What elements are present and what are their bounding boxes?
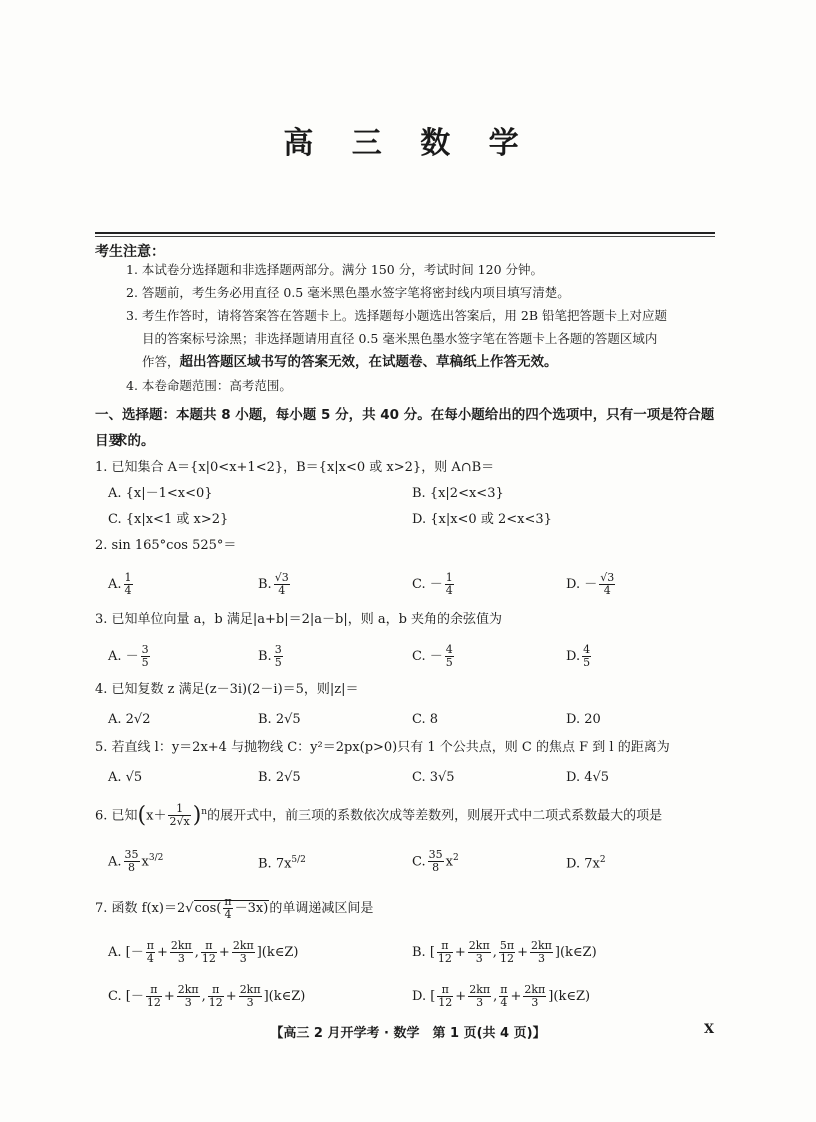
- question-1: 1. 已知集合 A＝{x|0<x+1<2}，B＝{x|x<0 或 x>2}，则 A∩B＝: [95, 460, 495, 475]
- q3-option-d: [566, 644, 593, 669]
- numerator: 2kπ: [469, 983, 491, 996]
- section-heading-cont: 求的。: [114, 433, 155, 449]
- exponent: 2: [599, 855, 606, 865]
- numerator: 1: [124, 571, 132, 584]
- denominator: 5: [445, 656, 453, 669]
- denominator: 3: [246, 996, 254, 1009]
- fraction: [437, 984, 453, 1009]
- q5-option-b: B. 2√5: [258, 770, 301, 785]
- variable: x: [445, 854, 453, 870]
- numerator: π: [437, 940, 453, 953]
- q4-option-d: D. 20: [566, 712, 601, 727]
- left-paren: (: [137, 802, 147, 828]
- q4-option-b: B. 2√5: [258, 712, 301, 727]
- numerator: π: [146, 939, 154, 952]
- fraction: [437, 940, 453, 965]
- version-mark: X: [704, 1022, 715, 1037]
- question-5: 5. 若直线 l：y＝2x+4 与抛物线 C：y²＝2px(p>0)只有 1 个公共点，则 C 的焦点 F 到 l 的距离为: [95, 740, 670, 755]
- fraction: [428, 849, 444, 874]
- numerator: π: [208, 984, 224, 997]
- fraction: [201, 940, 217, 965]
- denominator: 4: [603, 584, 611, 597]
- option-label: C.: [412, 854, 426, 870]
- option-label: D. 7x: [566, 856, 600, 872]
- fraction: [499, 940, 515, 965]
- fraction: [146, 940, 155, 965]
- numerator: 4: [583, 643, 591, 656]
- numerator: π: [146, 984, 162, 997]
- numerator: 35: [428, 848, 443, 862]
- numerator: 2kπ: [170, 939, 192, 952]
- fraction: [599, 572, 615, 597]
- q2-option-c: [412, 572, 456, 597]
- denominator: 3: [476, 996, 484, 1009]
- q5-option-a: A. √5: [108, 770, 143, 785]
- denominator: 4: [224, 908, 232, 921]
- q6-option-b: [258, 850, 306, 874]
- denominator: 3: [531, 996, 539, 1009]
- page-footer: 【高三 2 月开学考 · 数学 第 1 页(共 4 页)】: [270, 1026, 546, 1041]
- denominator: 3: [475, 952, 483, 965]
- fraction: [141, 644, 150, 669]
- option-label: B. [: [412, 945, 435, 960]
- fraction: [168, 803, 190, 828]
- numerator: π: [224, 895, 232, 908]
- exponent: 3/2: [148, 853, 164, 863]
- fraction: [582, 644, 591, 669]
- option-tail: ](k∈Z): [548, 989, 591, 1004]
- denominator: 12: [146, 996, 161, 1009]
- q6-option-c: [412, 848, 459, 874]
- option-tail: ](k∈Z): [263, 989, 306, 1004]
- fraction: [445, 572, 454, 597]
- denominator: 5: [141, 656, 149, 669]
- q7-option-d: D. [ $\frac{\pi}{12}$ + $\frac{2k\pi}{3}$ , $\frac{\pi}{4}$ + $\frac{2k\pi}{3}$ ](k∈Z): [412, 983, 591, 1009]
- q1-option-c: C. {x|x<1 或 x>2}: [108, 512, 229, 527]
- option-label: C. －: [412, 577, 443, 592]
- notice-item: 3. 考生作答时，请将答案答在答题卡上。选择题每小题选出答案后，用 2B 铅笔把答题卡上对应题: [126, 308, 667, 323]
- fraction: [177, 984, 200, 1009]
- fraction: [232, 940, 255, 965]
- denominator: 5: [583, 656, 591, 669]
- fraction: [274, 644, 283, 669]
- option-label: A. [－: [108, 945, 144, 960]
- fraction: [223, 896, 232, 921]
- section-heading: 一、选择题：本题共 8 小题，每小题 5 分，共 40 分。在每小题给出的四个选项中，只有一项是符合题目要: [95, 407, 715, 449]
- numerator: π: [201, 940, 217, 953]
- question-2: 2. sin 165°cos 525°＝: [95, 538, 237, 553]
- stem-math: cos(: [194, 901, 222, 916]
- exponent: n: [201, 807, 208, 817]
- denominator: 4: [124, 584, 132, 597]
- q6-option-d: [566, 850, 606, 874]
- q7-option-a: A. [－ $\frac{\pi}{4}$ + $\frac{2k\pi}{3}$ , $\frac{\pi}{12}$ + $\frac{2k\pi}{3}$ ](k∈Z): [108, 939, 299, 965]
- numerator: 2kπ: [239, 983, 261, 996]
- q2-option-a: [108, 572, 135, 597]
- numerator: 1: [445, 571, 453, 584]
- denominator: 3: [184, 996, 192, 1009]
- q1-option-b: B. {x|2<x<3}: [412, 486, 504, 501]
- numerator: π: [500, 983, 508, 996]
- q5-option-c: C. 3√5: [412, 770, 455, 785]
- fraction: [445, 644, 454, 669]
- option-label: C. －: [412, 649, 443, 664]
- stem-math: －3x): [234, 901, 269, 916]
- q4-option-c: C. 8: [412, 712, 439, 727]
- notice-item: 2. 答题前，考生务必用直径 0.5 毫米黑色墨水签字笔将密封线内项目填写清楚。: [126, 285, 570, 300]
- stem-text: 的展开式中，前三项的系数依次成等差数列，则展开式中二项式系数最大的项是: [207, 808, 663, 824]
- numerator: 2kπ: [530, 939, 552, 952]
- option-label: B.: [258, 577, 272, 592]
- denominator: 3: [177, 952, 185, 965]
- q2-option-d: [566, 572, 617, 597]
- denominator: 12: [208, 996, 223, 1009]
- denominator: 12: [438, 996, 453, 1009]
- question-6: [95, 802, 715, 828]
- fraction: [124, 849, 140, 874]
- denominator: 8: [432, 861, 440, 875]
- denominator: 4: [445, 584, 453, 597]
- fraction: [468, 940, 491, 965]
- notice-item-3-tail: [142, 350, 714, 374]
- numerator: 2kπ: [468, 939, 490, 952]
- denominator: 4: [500, 996, 508, 1009]
- denominator: 5: [274, 656, 282, 669]
- stem-text: 的单调递减区间是: [269, 901, 374, 916]
- option-label: B.: [258, 649, 272, 664]
- denominator: 4: [146, 952, 154, 965]
- denominator: 3: [239, 952, 247, 965]
- numerator: 35: [124, 848, 139, 862]
- notice-item: 目的答案标号涂黑；非选择题请用直径 0.5 毫米黑色墨水签字笔在答题卡上各题的答题区域内: [142, 331, 658, 346]
- stem-math: x＋: [146, 808, 167, 824]
- notice-item: 4. 本卷命题范围：高考范围。: [126, 378, 292, 393]
- option-label: A. －: [108, 649, 139, 664]
- stem-text: 6. 已知: [95, 808, 138, 824]
- fraction: [468, 984, 491, 1009]
- denominator: 2√x: [169, 815, 190, 829]
- option-label: A.: [108, 577, 122, 592]
- right-paren: ): [192, 802, 202, 828]
- exponent: 2: [452, 853, 459, 863]
- numerator: 3: [141, 643, 149, 656]
- fraction: [124, 572, 133, 597]
- radicand: [194, 895, 270, 921]
- q6-option-a: [108, 848, 163, 874]
- notice-heading: 考生注意：: [95, 244, 165, 260]
- fraction: [239, 984, 262, 1009]
- option-tail: ](k∈Z): [554, 945, 597, 960]
- option-label: A.: [108, 854, 122, 870]
- option-label: B. 7x: [258, 856, 292, 872]
- fraction: [523, 984, 546, 1009]
- option-label: D. [: [412, 989, 436, 1004]
- q7-option-c: C. [－ $\frac{\pi}{12}$ + $\frac{2k\pi}{3}$ , $\frac{\pi}{12}$ + $\frac{2k\pi}{3}$ ](k∈Z): [108, 983, 306, 1009]
- q3-option-b: [258, 644, 285, 669]
- numerator: 4: [445, 643, 453, 656]
- numerator: 2kπ: [524, 983, 546, 996]
- q4-option-a: A. 2√2: [108, 712, 151, 727]
- variable: x: [141, 854, 149, 870]
- sqrt-sign: √: [185, 901, 194, 916]
- fraction: [146, 984, 162, 1009]
- numerator: 2kπ: [232, 939, 254, 952]
- notice-emphasis: 超出答题区域书写的答案无效，在试题卷、草稿纸上作答无效。: [179, 354, 558, 370]
- divider: [95, 232, 715, 234]
- fraction: [208, 984, 224, 1009]
- stem-text: 7. 函数 f(x)＝2: [95, 901, 186, 916]
- option-label: D.: [566, 649, 581, 664]
- fraction: [530, 940, 553, 965]
- question-7: [95, 896, 715, 921]
- denominator: 12: [201, 952, 216, 965]
- denominator: 8: [128, 861, 136, 875]
- divider: [95, 236, 715, 237]
- option-tail: ](k∈Z): [256, 945, 299, 960]
- page-title: 高 三 数 学: [283, 126, 533, 161]
- fraction: [499, 984, 508, 1009]
- fraction: [170, 940, 193, 965]
- numerator: 1: [168, 803, 190, 816]
- notice-text: 作答，: [142, 354, 180, 369]
- denominator: 4: [278, 584, 286, 597]
- exponent: 5/2: [291, 855, 306, 865]
- option-label: D. －: [566, 577, 598, 592]
- q3-option-c: [412, 644, 456, 669]
- denominator: 3: [537, 952, 545, 965]
- option-label: C. [－: [108, 989, 144, 1004]
- q1-option-a: A. {x|－1<x<0}: [108, 486, 213, 501]
- q3-option-a: [108, 644, 152, 669]
- denominator: 12: [437, 952, 452, 965]
- denominator: 12: [499, 952, 514, 965]
- numerator: √3: [600, 571, 615, 584]
- numerator: √3: [274, 571, 289, 584]
- q2-option-b: [258, 572, 292, 597]
- numerator: π: [437, 984, 453, 997]
- q5-option-d: D. 4√5: [566, 770, 610, 785]
- question-4: 4. 已知复数 z 满足(z－3i)(2－i)＝5，则|z|＝: [95, 682, 359, 697]
- question-3: 3. 已知单位向量 a，b 满足|a+b|＝2|a－b|，则 a，b 夹角的余弦值为: [95, 612, 503, 627]
- q1-option-d: D. {x|x<0 或 2<x<3}: [412, 512, 552, 527]
- numerator: 3: [274, 643, 282, 656]
- fraction: [274, 572, 290, 597]
- numerator: 2kπ: [177, 983, 199, 996]
- notice-item: 1. 本试卷分选择题和非选择题两部分。满分 150 分，考试时间 120 分钟。: [126, 262, 544, 277]
- q7-option-b: B. [ $\frac{\pi}{12}$ + $\frac{2k\pi}{3}$ , $\frac{5\pi}{12}$ + $\frac{2k\pi}{3}$ ](k∈Z): [412, 939, 597, 965]
- numerator: 5π: [499, 939, 515, 952]
